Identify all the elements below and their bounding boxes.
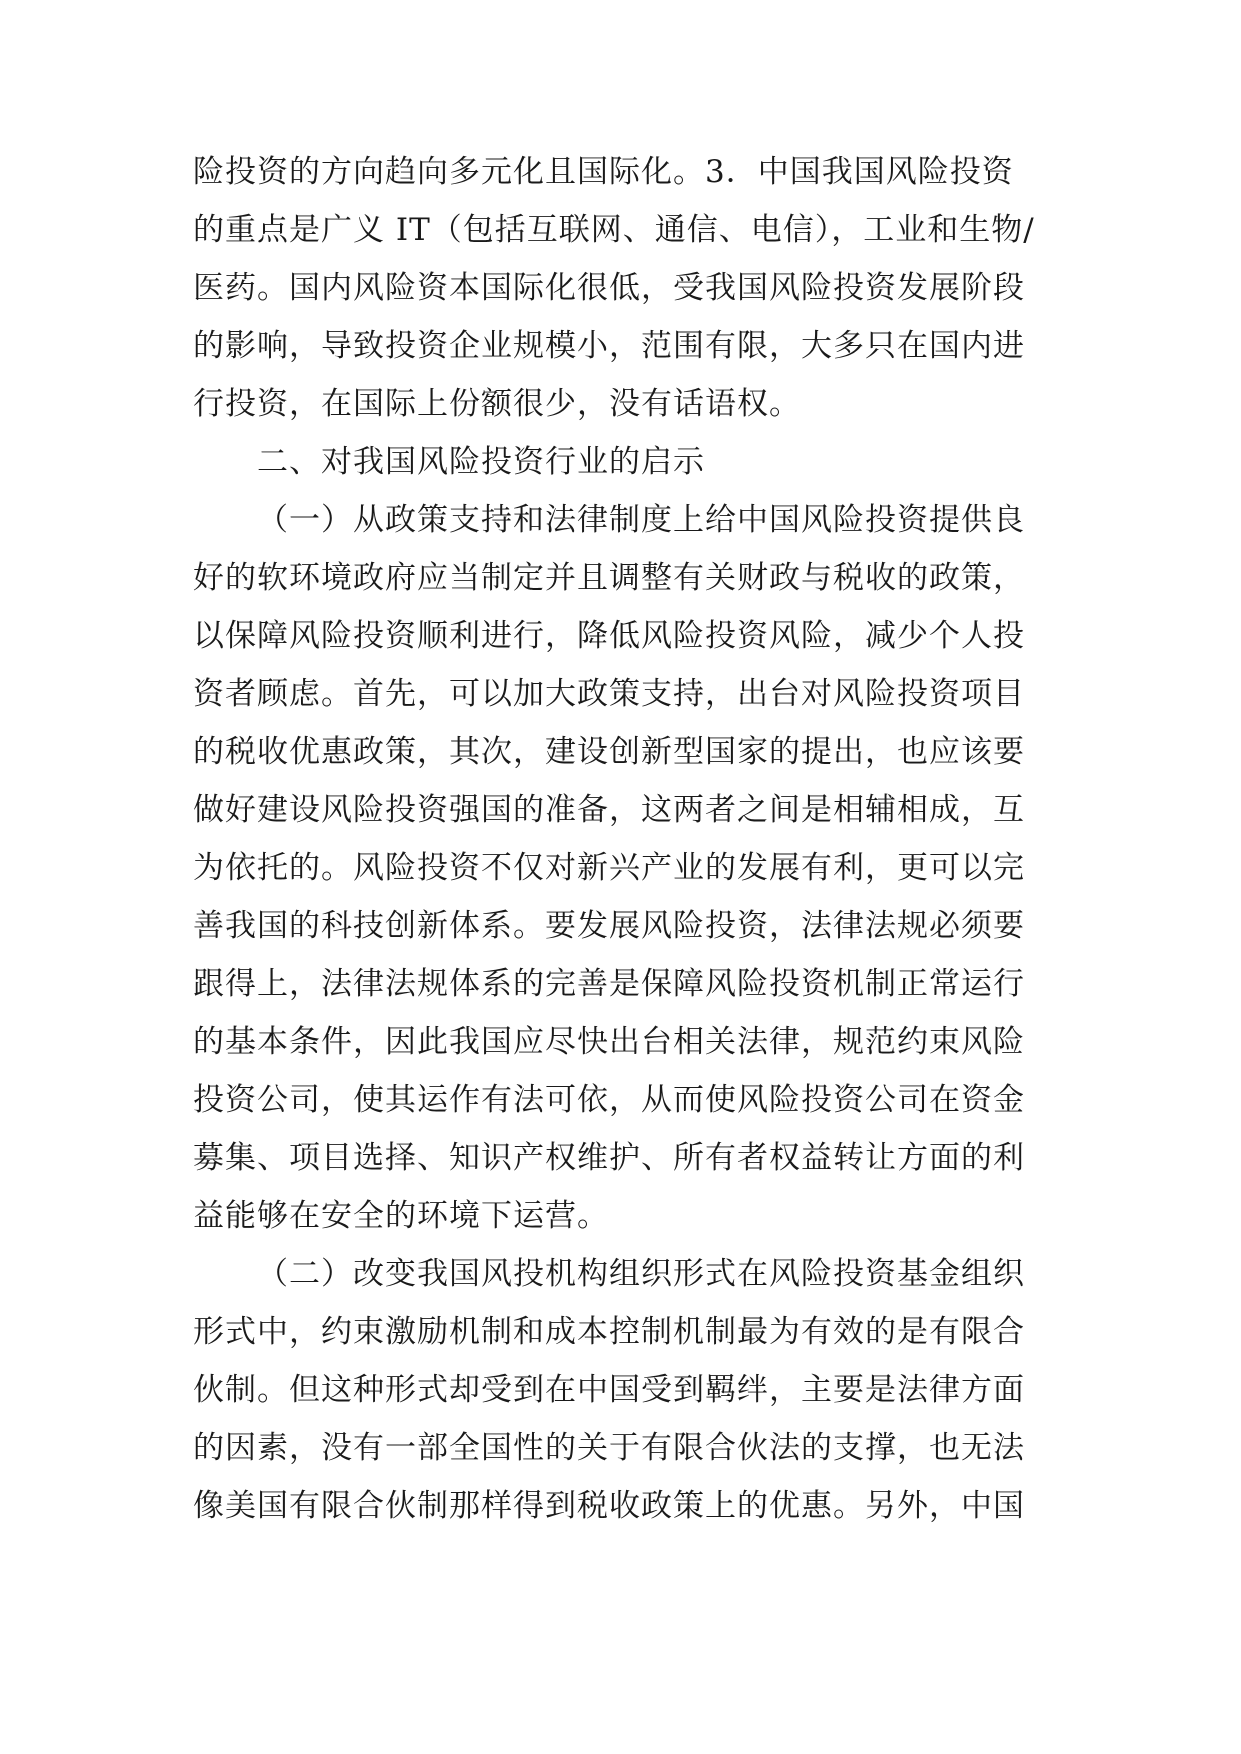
text-line: 形式中，约束激励机制和成本控制机制最为有效的是有限合: [193, 1314, 1025, 1350]
text-line: 的重点是广义 IT（包括互联网、通信、电信），工业和生物/: [193, 212, 1035, 248]
text-line: 资者顾虑。首先，可以加大政策支持，出台对风险投资项目: [193, 676, 1025, 712]
text-line: 伙制。但这种形式却受到在中国受到羁绊，主要是法律方面: [193, 1372, 1025, 1408]
text-line: 做好建设风险投资强国的准备，这两者之间是相辅相成，互: [193, 792, 1025, 828]
text-line: 的税收优惠政策，其次，建设创新型国家的提出，也应该要: [193, 734, 1025, 770]
text-line: 善我国的科技创新体系。要发展风险投资，法律法规必须要: [193, 908, 1025, 944]
text-line: 的因素，没有一部全国性的关于有限合伙法的支撑，也无法: [193, 1430, 1025, 1466]
text-line: 跟得上，法律法规体系的完善是保障风险投资机制正常运行: [193, 966, 1025, 1002]
text-line: 以保障风险投资顺利进行，降低风险投资风险，减少个人投: [193, 618, 1025, 654]
text-line: 险投资的方向趋向多元化且国际化。3．中国我国风险投资: [193, 154, 1014, 190]
text-line: 益能够在安全的环境下运营。: [193, 1198, 609, 1234]
text-line: 的基本条件，因此我国应尽快出台相关法律，规范约束风险: [193, 1024, 1025, 1060]
text-line: 的影响，导致投资企业规模小，范围有限，大多只在国内进: [193, 328, 1025, 364]
text-line: 医药。国内风险资本国际化很低，受我国风险投资发展阶段: [193, 270, 1025, 306]
section-heading: 二、对我国风险投资行业的启示: [257, 444, 705, 480]
text-line: 行投资，在国际上份额很少，没有话语权。: [193, 386, 801, 422]
text-line: 好的软环境政府应当制定并且调整有关财政与税收的政策，: [193, 560, 1025, 596]
text-line: 像美国有限合伙制那样得到税收政策上的优惠。另外，中国: [193, 1488, 1025, 1524]
subsection-heading: （二）改变我国风投机构组织形式在风险投资基金组织: [257, 1256, 1025, 1292]
subsection-heading: （一）从政策支持和法律制度上给中国风险投资提供良: [257, 502, 1025, 538]
text-line: 为依托的。风险投资不仅对新兴产业的发展有利，更可以完: [193, 850, 1025, 886]
text-line: 募集、项目选择、知识产权维护、所有者权益转让方面的利: [193, 1140, 1025, 1176]
text-line: 投资公司，使其运作有法可依，从而使风险投资公司在资金: [193, 1082, 1025, 1118]
